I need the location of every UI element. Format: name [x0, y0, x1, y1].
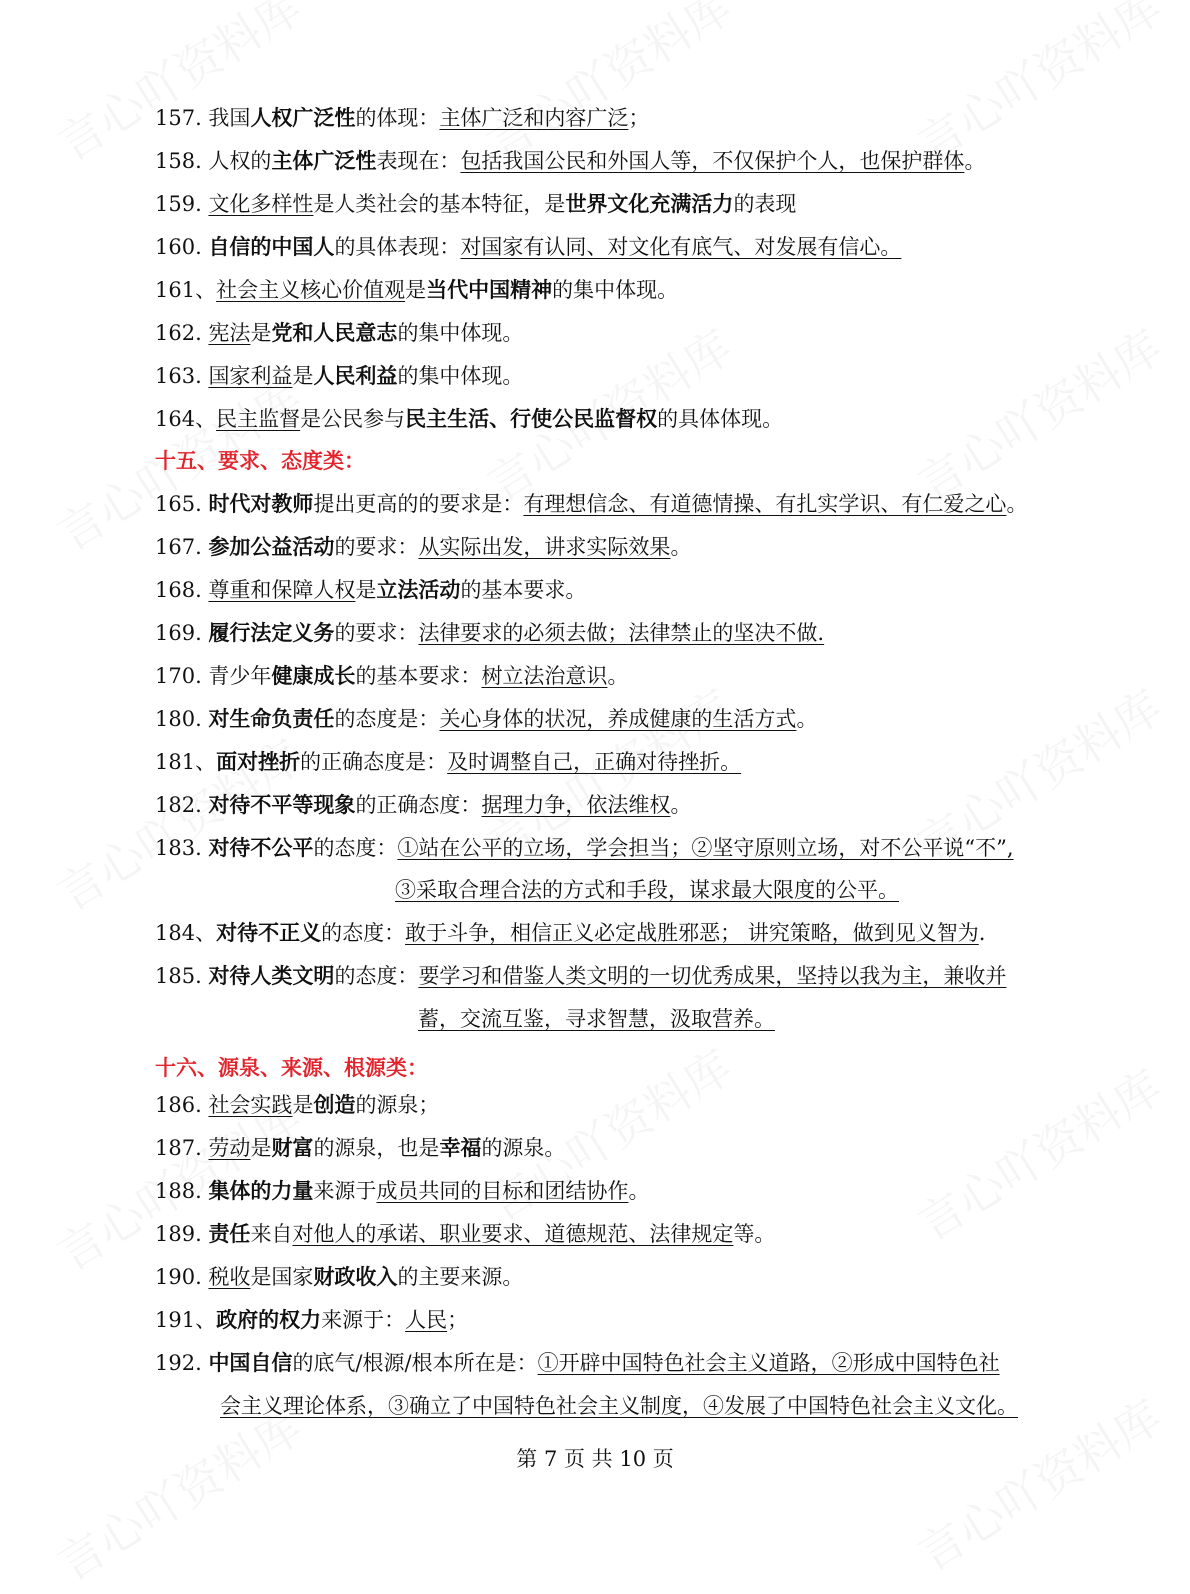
- list-item: [155, 532, 691, 562]
- text-segment: 等。: [733, 1222, 776, 1246]
- list-item: [155, 1133, 565, 1163]
- text-segment: 民主生活、行使公民监督权: [405, 406, 658, 431]
- list-item: [155, 361, 523, 391]
- text-segment: 自信的中国人: [208, 234, 335, 259]
- text-segment: 191、: [155, 1308, 217, 1332]
- text-segment: 党和人民意志: [271, 320, 398, 345]
- text-segment: ；: [447, 1308, 469, 1332]
- text-segment: 189.: [155, 1222, 209, 1246]
- text-segment: 树立法治意识: [481, 664, 608, 688]
- text-segment: 法律要求的必须去做；法律禁止的坚决不做.: [418, 621, 825, 645]
- list-item: [155, 1348, 1000, 1378]
- list-item: [155, 189, 796, 219]
- text-segment: 。: [1006, 492, 1028, 516]
- text-segment: 是国家: [250, 1265, 314, 1289]
- text-segment: 的态度：: [321, 921, 406, 945]
- list-item: [155, 103, 649, 133]
- text-segment: 对待不平等现象: [208, 792, 356, 817]
- text-segment: 165.: [155, 492, 209, 516]
- text-segment: 提出更高的的要求是：: [313, 492, 524, 516]
- text-segment: ①站在公平的立场，学会担当；②坚守原则立场，对不公平说“不”,: [397, 836, 1014, 860]
- text-segment: 的基本要求：: [355, 664, 482, 688]
- text-segment: 。: [670, 535, 692, 559]
- list-item: [155, 618, 824, 648]
- text-segment: 190.: [155, 1265, 209, 1289]
- text-segment: 时代对教师: [208, 491, 314, 516]
- list-item: [155, 833, 1014, 863]
- text-segment: 161、: [155, 278, 217, 302]
- text-segment: 世界文化充满活力: [565, 191, 734, 216]
- text-segment: 的源泉，也是: [313, 1136, 440, 1160]
- text-segment: 包括我国公民和外国人等，不仅保护个人，也保护群体: [460, 149, 965, 173]
- text-segment: 面对挫折: [216, 749, 301, 774]
- text-segment: 主体广泛和内容广泛: [439, 106, 629, 130]
- text-segment: ①开辟中国特色社会主义道路，②形成中国特色社: [537, 1351, 1000, 1375]
- text-segment: 文化多样性: [208, 192, 314, 216]
- text-segment: 是: [292, 1093, 314, 1117]
- text-segment: 的具体体现。: [657, 407, 784, 431]
- text-segment: 幸福: [439, 1135, 482, 1160]
- text-segment: 。: [964, 149, 986, 173]
- text-segment: 社会实践: [208, 1093, 293, 1117]
- text-segment: 是: [405, 278, 427, 302]
- text-segment: 187.: [155, 1136, 209, 1160]
- list-item: [155, 961, 1006, 991]
- text-segment: 是: [292, 364, 314, 388]
- text-segment: 会主义理论体系，③确立了中国特色社会主义制度，④发展了中国特色社会主义文化。: [220, 1394, 1018, 1418]
- list-item: [155, 275, 678, 305]
- text-segment: 人权广泛性: [250, 105, 356, 130]
- text-segment: 的表现: [733, 192, 797, 216]
- text-segment: 164、: [155, 407, 217, 431]
- text-segment: 是公民参与: [300, 407, 406, 431]
- list-item-continuation: [395, 875, 899, 905]
- watermark: [903, 1052, 1172, 1254]
- text-segment: 159.: [155, 192, 209, 216]
- text-segment: 的底气/根源/根本所在是：: [292, 1351, 538, 1375]
- text-segment: 关心身体的状况，养成健康的生活方式: [439, 707, 797, 731]
- text-segment: 财富: [271, 1135, 314, 1160]
- text-segment: 的态度：: [313, 836, 398, 860]
- text-segment: 来源于: [313, 1179, 377, 1203]
- text-segment: 。: [670, 793, 692, 817]
- text-segment: 中国自信: [208, 1350, 293, 1375]
- text-segment: 是人类社会的基本特征，是: [313, 192, 566, 216]
- list-item: [155, 1262, 523, 1292]
- text-segment: 的态度是：: [334, 707, 440, 731]
- text-segment: 成员共同的目标和团结协作: [376, 1179, 629, 1203]
- text-segment: 从实际出发，讲求实际效果: [418, 535, 671, 559]
- text-segment: 的集中体现。: [397, 321, 524, 345]
- text-segment: 宪法: [208, 321, 251, 345]
- text-segment: 183.: [155, 836, 209, 860]
- text-segment: 对国家有认同、对文化有底气、对发展有信心。: [460, 235, 902, 259]
- list-item-continuation: [418, 1004, 775, 1034]
- text-segment: 160.: [155, 235, 209, 259]
- text-segment: 责任: [208, 1221, 251, 1246]
- text-segment: 民主监督: [216, 407, 301, 431]
- list-item: [155, 404, 783, 434]
- text-segment: 敢于斗争，相信正义必定战胜邪恶； 讲究策略，做到见义智为: [405, 921, 979, 945]
- text-segment: 有理想信念、有道德情操、有扎实学识、有仁爱之心: [523, 492, 1007, 516]
- list-item: [155, 146, 985, 176]
- text-segment: 是: [250, 321, 272, 345]
- list-item: [155, 918, 985, 948]
- section-heading: 十六、源泉、来源、根源类：: [155, 1055, 428, 1080]
- text-segment: 的集中体现。: [397, 364, 524, 388]
- text-segment: 是: [250, 1136, 272, 1160]
- text-segment: 的要求：: [334, 535, 419, 559]
- text-segment: 的要求：: [334, 621, 419, 645]
- text-segment: 158. 人权的: [155, 149, 272, 173]
- text-segment: 表现在：: [376, 149, 461, 173]
- text-segment: 对待不正义: [216, 920, 322, 945]
- text-segment: 主体广泛性: [271, 148, 377, 173]
- text-segment: 188.: [155, 1179, 209, 1203]
- text-segment: 的正确态度：: [355, 793, 482, 817]
- list-item: [155, 1090, 439, 1120]
- page-number: 第 7 页 共 10 页: [516, 1447, 674, 1471]
- text-segment: .: [978, 921, 986, 945]
- text-segment: 来源于：: [321, 1308, 406, 1332]
- text-segment: 157. 我国: [155, 106, 251, 130]
- text-segment: 170. 青少年: [155, 664, 272, 688]
- text-segment: 的主要来源。: [397, 1265, 524, 1289]
- text-segment: 的正确态度是：: [300, 750, 448, 774]
- text-segment: 履行法定义务: [208, 620, 335, 645]
- text-segment: 对他人的承诺、职业要求、道德规范、法律规定: [292, 1222, 734, 1246]
- list-item: [155, 1305, 468, 1335]
- list-item: [155, 489, 1027, 519]
- text-segment: 180.: [155, 707, 209, 731]
- text-segment: 163.: [155, 364, 209, 388]
- text-segment: 是: [355, 578, 377, 602]
- text-segment: 人民利益: [313, 363, 398, 388]
- list-item: [155, 1219, 775, 1249]
- list-item: [155, 575, 586, 605]
- text-segment: 167.: [155, 535, 209, 559]
- watermark: [43, 1392, 312, 1594]
- text-segment: 及时调整自己，正确对待挫折。: [447, 750, 742, 774]
- list-item: [155, 1176, 649, 1206]
- text-segment: 。: [796, 707, 818, 731]
- text-segment: 对生命负责任: [208, 706, 335, 731]
- text-segment: 的集中体现。: [552, 278, 679, 302]
- text-segment: 税收: [208, 1265, 251, 1289]
- text-segment: 185.: [155, 964, 209, 988]
- text-segment: 186.: [155, 1093, 209, 1117]
- text-segment: 据理力争，依法维权: [481, 793, 671, 817]
- text-segment: 。: [607, 664, 629, 688]
- text-segment: 财政收入: [313, 1264, 398, 1289]
- text-segment: ；: [628, 106, 650, 130]
- text-segment: 168.: [155, 578, 209, 602]
- text-segment: 182.: [155, 793, 209, 817]
- list-item: [155, 232, 901, 262]
- text-segment: 来自: [250, 1222, 293, 1246]
- watermark: [903, 312, 1172, 514]
- list-item-continuation: [220, 1391, 1018, 1421]
- list-item: [155, 318, 523, 348]
- text-segment: 尊重和保障人权: [208, 578, 356, 602]
- list-item: [155, 661, 628, 691]
- text-segment: 162.: [155, 321, 209, 345]
- text-segment: 政府的权力: [216, 1307, 322, 1332]
- text-segment: ③采取合理合法的方式和手段，谋求最大限度的公平。: [395, 878, 899, 902]
- text-segment: 181、: [155, 750, 217, 774]
- text-segment: 社会主义核心价值观: [216, 278, 406, 302]
- text-segment: 要学习和借鉴人类文明的一切优秀成果，坚持以我为主，兼收并: [418, 964, 1007, 988]
- text-segment: 184、: [155, 921, 217, 945]
- text-segment: 集体的力量: [208, 1178, 314, 1203]
- text-segment: 。: [628, 1179, 650, 1203]
- text-segment: 192.: [155, 1351, 209, 1375]
- list-item: [155, 790, 691, 820]
- text-segment: 的体现：: [355, 106, 440, 130]
- text-segment: 的态度：: [334, 964, 419, 988]
- text-segment: 创造: [313, 1092, 356, 1117]
- text-segment: 的源泉。: [481, 1136, 566, 1160]
- text-segment: 人民: [405, 1308, 448, 1332]
- text-segment: 169.: [155, 621, 209, 645]
- text-segment: 健康成长: [271, 663, 356, 688]
- text-segment: 参加公益活动: [208, 534, 335, 559]
- text-segment: 对待人类文明: [208, 963, 335, 988]
- text-segment: 当代中国精神: [426, 277, 553, 302]
- list-item: [155, 704, 817, 734]
- text-segment: 的具体表现：: [334, 235, 461, 259]
- list-item: [155, 747, 741, 777]
- text-segment: 国家利益: [208, 364, 293, 388]
- section-heading: 十五、要求、态度类：: [155, 448, 365, 473]
- text-segment: 对待不公平: [208, 835, 314, 860]
- text-segment: 劳动: [208, 1136, 251, 1160]
- text-segment: 立法活动: [376, 577, 461, 602]
- text-segment: 的基本要求。: [460, 578, 587, 602]
- text-segment: 的源泉；: [355, 1093, 440, 1117]
- text-segment: 蓄，交流互鉴，寻求智慧，汲取营养。: [418, 1007, 775, 1031]
